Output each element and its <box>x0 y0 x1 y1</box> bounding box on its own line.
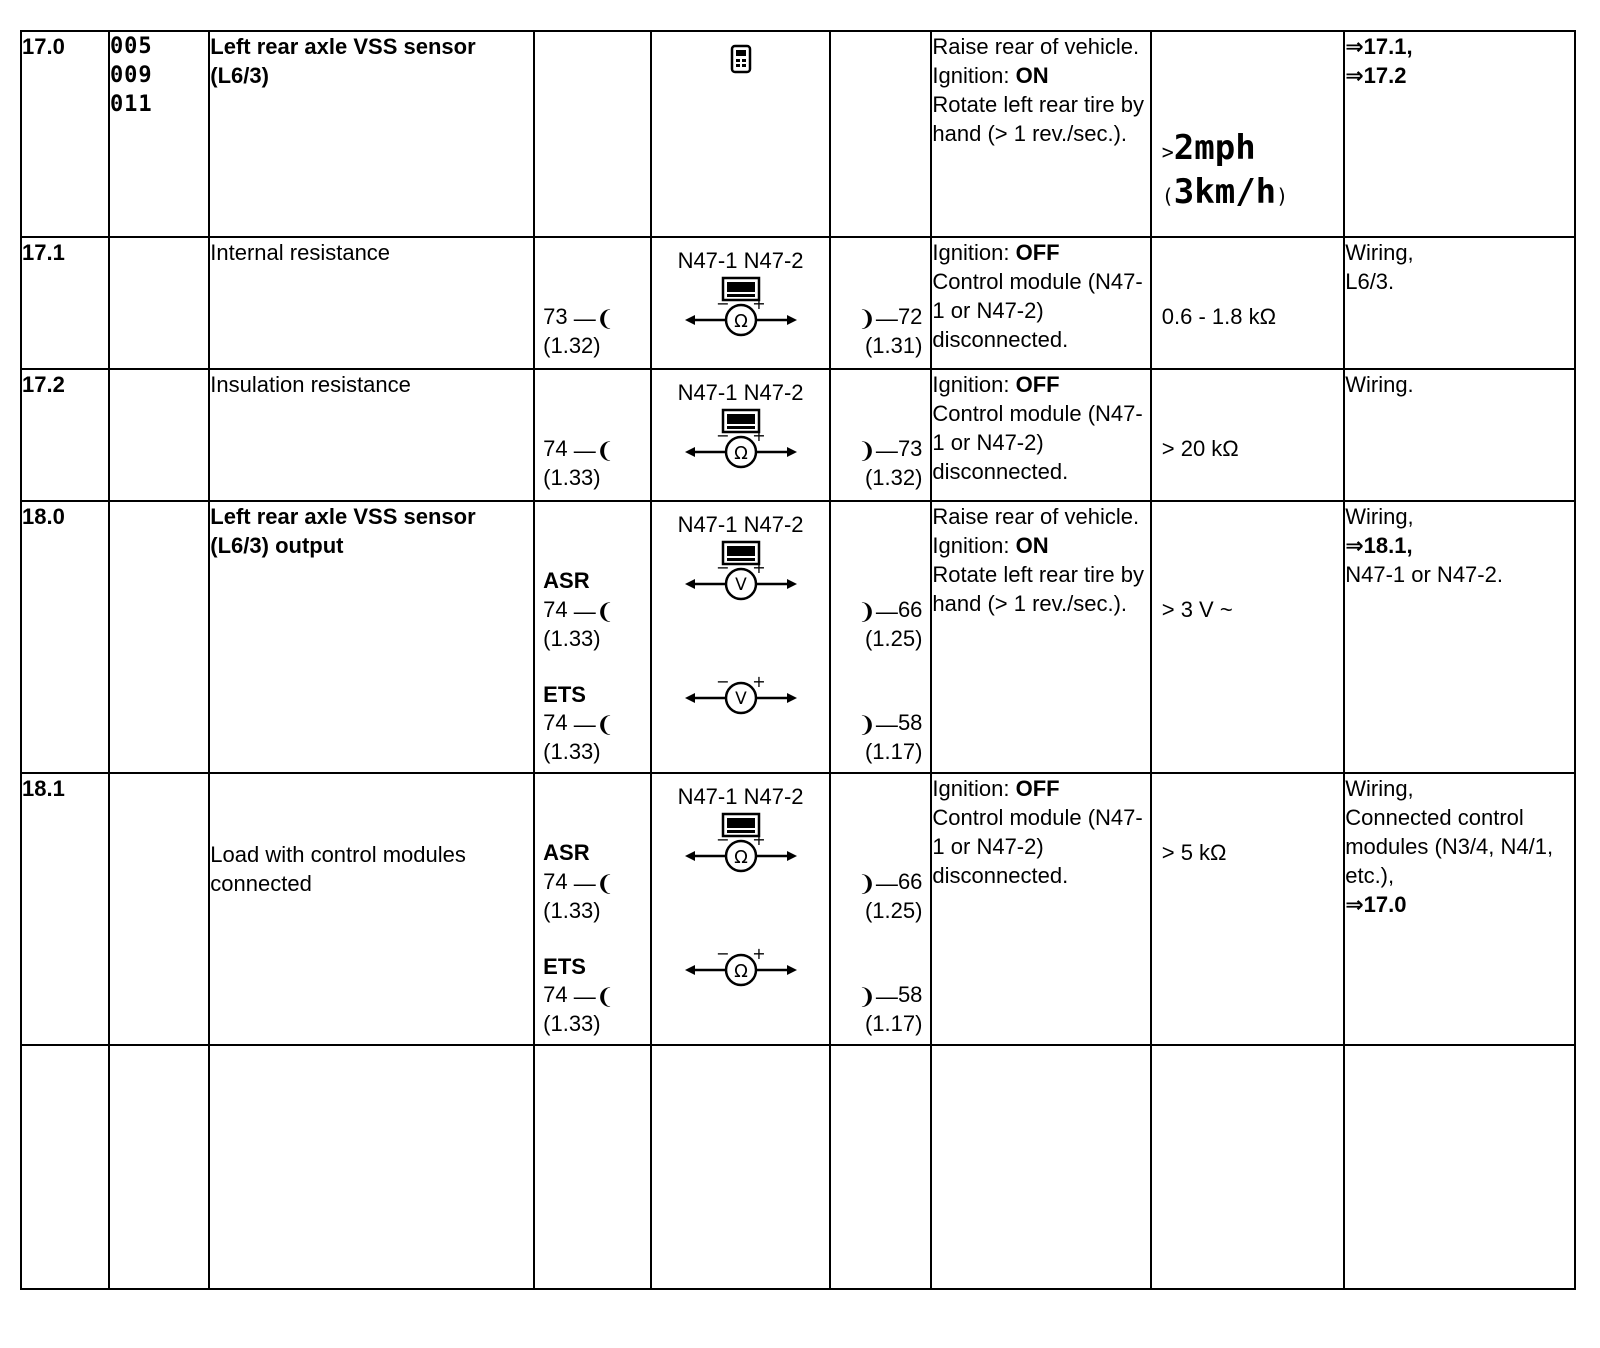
socket-icon: —❨ <box>573 711 615 737</box>
group-label: ASR <box>543 840 590 865</box>
socket-icon: —❨ <box>573 870 615 896</box>
pin-left: 73 —❨ <box>543 304 615 331</box>
pin-left-cell <box>534 773 651 1045</box>
test-conditions <box>931 369 1150 501</box>
equipment-cell <box>651 237 830 369</box>
test-title: Insulation resistance <box>209 369 534 501</box>
next-steps <box>1344 369 1575 501</box>
svg-text:−: − <box>715 674 730 691</box>
scan-tool-icon <box>729 44 753 76</box>
condition-line: Ignition: OFF <box>932 240 1060 265</box>
plug-icon: ❩— <box>857 437 898 463</box>
pin-left-cell <box>534 237 651 369</box>
condition-line: Control module (N47-1 or N47-2) disconnected. <box>932 401 1143 484</box>
table-row <box>21 501 1575 773</box>
module-label: N47-1 N47-2 <box>677 512 804 537</box>
table-row <box>21 237 1575 369</box>
svg-text:Ω: Ω <box>733 311 748 332</box>
pin-right-ref: (1.25) <box>864 626 923 651</box>
next-steps <box>1344 31 1575 237</box>
pin-right: ❩—58 <box>857 710 923 737</box>
empty-cell <box>534 1045 651 1289</box>
step-number: 17.0 <box>21 31 109 237</box>
pin-right-ref: (1.17) <box>864 739 923 764</box>
pin-right: ❩—72 <box>857 304 923 331</box>
test-conditions <box>931 773 1150 1045</box>
table-row <box>21 31 1575 237</box>
svg-text:Ω: Ω <box>733 847 748 868</box>
test-title: Left rear axle VSS sensor (L6/3) <box>209 31 534 237</box>
empty-cell <box>209 1045 534 1289</box>
module-label: N47-1 N47-2 <box>677 380 804 405</box>
diagnostic-test-table <box>20 30 1576 1290</box>
test-title: Internal resistance <box>209 237 534 369</box>
empty-cell <box>1344 1045 1575 1289</box>
nominal-value <box>1151 237 1344 369</box>
remedy-line: Connected control modules (N3/4, N4/1, etc.), <box>1345 805 1554 888</box>
condition-line: Ignition: OFF <box>932 776 1060 801</box>
fault-code: 005 <box>109 34 153 59</box>
next-step-link[interactable]: ⇒18.1, <box>1345 533 1413 558</box>
fault-codes <box>109 369 209 501</box>
svg-text:+: + <box>751 558 766 577</box>
condition-line: Control module (N47-1 or N47-2) disconnected. <box>932 269 1143 352</box>
fault-code: 011 <box>109 92 153 117</box>
pin-left: 74 —❨ <box>543 869 615 896</box>
socket-icon: —❨ <box>573 983 615 1009</box>
svg-text:Ω: Ω <box>733 961 748 982</box>
pin-left-cell <box>534 31 651 237</box>
pin-left-ref: (1.33) <box>543 1011 601 1036</box>
remedy-line: Wiring, <box>1345 240 1414 265</box>
fault-codes <box>109 237 209 369</box>
svg-text:V: V <box>734 575 747 595</box>
next-step-link[interactable]: ⇒17.1, <box>1345 34 1413 59</box>
pin-right-cell <box>830 369 931 501</box>
spec-value: > 5 kΩ <box>1161 840 1227 865</box>
test-title: Load with control modules connected <box>209 773 534 1045</box>
pin-left: 74 —❨ <box>543 982 615 1009</box>
empty-cell <box>830 1045 931 1289</box>
plug-icon: ❩— <box>857 305 898 331</box>
module-label: N47-1 N47-2 <box>677 784 804 809</box>
plug-icon: ❩— <box>857 983 898 1009</box>
nominal-value <box>1151 369 1344 501</box>
table-row-empty <box>21 1045 1575 1289</box>
pin-left-cell <box>534 501 651 773</box>
group-label: ASR <box>543 568 590 593</box>
ohmmeter-icon <box>683 276 799 340</box>
socket-icon: —❨ <box>573 598 615 624</box>
test-conditions <box>931 501 1150 773</box>
pin-right: ❩—66 <box>857 869 923 896</box>
test-conditions <box>931 31 1150 237</box>
remedy-line: N47-1 or N47-2. <box>1345 562 1503 587</box>
svg-text:V: V <box>734 689 747 709</box>
svg-text:+: + <box>751 946 766 963</box>
empty-cell <box>651 1045 830 1289</box>
condition-line: Ignition: ON <box>932 63 1049 88</box>
table-row <box>21 773 1575 1045</box>
table-row <box>21 369 1575 501</box>
ohmmeter-icon <box>683 946 799 990</box>
empty-cell <box>21 1045 109 1289</box>
step-number: 18.1 <box>21 773 109 1045</box>
pin-right-ref: (1.17) <box>864 1011 923 1036</box>
nominal-value <box>1151 31 1344 237</box>
plug-icon: ❩— <box>857 598 898 624</box>
svg-text:+: + <box>751 674 766 691</box>
condition-line: Rotate left rear tire by hand (> 1 rev./sec.). <box>932 92 1144 146</box>
module-label: N47-1 N47-2 <box>677 248 804 273</box>
voltmeter-icon <box>683 674 799 718</box>
pin-left-ref: (1.33) <box>543 626 601 651</box>
pin-left-ref: (1.33) <box>543 739 601 764</box>
spec-value: > 3 V ~ <box>1161 597 1233 622</box>
condition-line: Ignition: ON <box>932 533 1049 558</box>
next-step-link[interactable]: ⇒17.0 <box>1345 892 1407 917</box>
pin-left-ref: (1.32) <box>543 333 601 358</box>
plug-icon: ❩— <box>857 870 898 896</box>
pin-right-ref: (1.31) <box>864 333 923 358</box>
empty-cell <box>1151 1045 1344 1289</box>
group-label: ETS <box>543 682 586 707</box>
step-number: 17.2 <box>21 369 109 501</box>
svg-text:Ω: Ω <box>733 443 748 464</box>
equipment-cell <box>651 501 830 773</box>
pin-right: ❩—66 <box>857 597 923 624</box>
plug-icon: ❩— <box>857 711 898 737</box>
remedy-line: Wiring, <box>1345 776 1414 801</box>
remedy-line: Wiring. <box>1345 372 1414 397</box>
pin-right-ref: (1.25) <box>864 898 923 923</box>
ohmmeter-icon <box>683 408 799 472</box>
pin-left: 74 —❨ <box>543 710 615 737</box>
svg-text:−: − <box>715 294 730 313</box>
pin-right: ❩—73 <box>857 436 923 463</box>
svg-text:+: + <box>751 426 766 445</box>
socket-icon: —❨ <box>573 437 615 463</box>
svg-text:−: − <box>715 830 730 849</box>
next-steps <box>1344 773 1575 1045</box>
test-conditions <box>931 237 1150 369</box>
svg-text:−: − <box>715 946 730 963</box>
socket-icon: —❨ <box>573 305 615 331</box>
step-number: 17.1 <box>21 237 109 369</box>
remedy-line: Wiring, <box>1345 504 1414 529</box>
group-label: ETS <box>543 954 586 979</box>
pin-left-cell <box>534 369 651 501</box>
step-number: 18.0 <box>21 501 109 773</box>
pin-left: 74 —❨ <box>543 436 615 463</box>
speed-display: >2mph (3km/h) <box>1161 128 1289 212</box>
pin-right: ❩—58 <box>857 982 923 1009</box>
test-title: Left rear axle VSS sensor (L6/3) output <box>209 501 534 773</box>
svg-text:−: − <box>715 558 730 577</box>
pin-right-cell <box>830 773 931 1045</box>
condition-line: Raise rear of vehicle. <box>932 504 1140 529</box>
equipment-cell <box>651 369 830 501</box>
pin-right-cell <box>830 31 931 237</box>
fault-codes <box>109 501 209 773</box>
svg-text:+: + <box>751 294 766 313</box>
svg-text:+: + <box>751 830 766 849</box>
next-steps <box>1344 237 1575 369</box>
pin-left: 74 —❨ <box>543 597 615 624</box>
condition-line: Ignition: OFF <box>932 372 1060 397</box>
condition-line: Rotate left rear tire by hand (> 1 rev./sec.). <box>932 562 1144 616</box>
fault-codes <box>109 773 209 1045</box>
fault-codes <box>109 31 209 237</box>
empty-cell <box>109 1045 209 1289</box>
empty-cell <box>931 1045 1150 1289</box>
nominal-value <box>1151 501 1344 773</box>
svg-text:−: − <box>715 426 730 445</box>
equipment-cell <box>651 773 830 1045</box>
nominal-value <box>1151 773 1344 1045</box>
spec-value: 0.6 - 1.8 kΩ <box>1161 304 1277 329</box>
condition-line: Raise rear of vehicle. <box>932 34 1140 59</box>
equipment-cell <box>651 31 830 237</box>
next-steps <box>1344 501 1575 773</box>
voltmeter-icon <box>683 540 799 604</box>
fault-code: 009 <box>109 63 153 88</box>
pin-right-ref: (1.32) <box>864 465 923 490</box>
pin-right-cell <box>830 501 931 773</box>
next-step-link[interactable]: ⇒17.2 <box>1345 63 1407 88</box>
ohmmeter-icon <box>683 812 799 876</box>
condition-line: Control module (N47-1 or N47-2) disconnected. <box>932 805 1143 888</box>
pin-right-cell <box>830 237 931 369</box>
remedy-line: L6/3. <box>1345 269 1395 294</box>
spec-value: > 20 kΩ <box>1161 436 1239 461</box>
pin-left-ref: (1.33) <box>543 898 601 923</box>
pin-left-ref: (1.33) <box>543 465 601 490</box>
